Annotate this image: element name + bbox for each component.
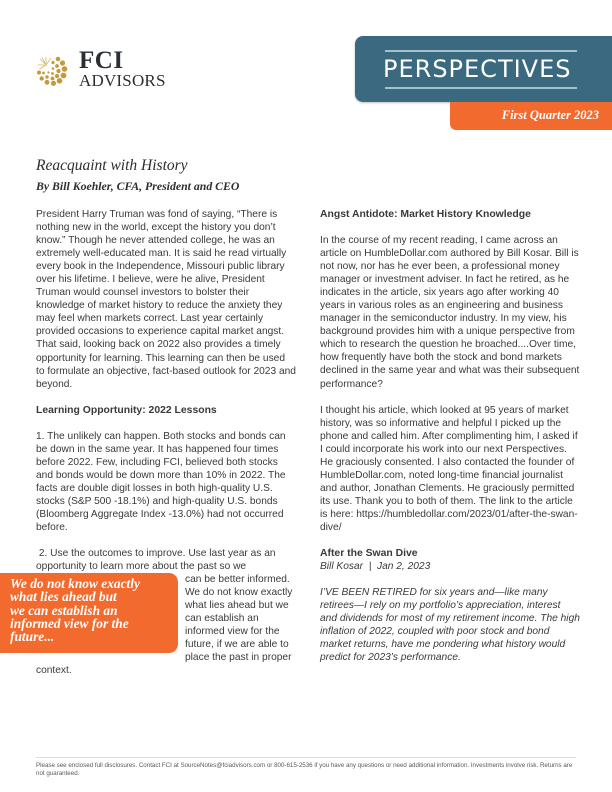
lesson-2-rest: can be better informed. We do not know exactly what lies ahead but we can establish an informed view for the future, if we are able to place the past in proper context.	[36, 574, 293, 677]
footer-divider	[36, 757, 576, 758]
article-title: Reacquaint with History	[36, 157, 188, 174]
section-heading-antidote: Angst Antidote: Market History Knowledge	[320, 209, 531, 220]
right-paragraph-2: I thought his article, which looked at 95 years of market history, was so informative and helpful I picked up the phone and called him. After complimenting him, I asked if I could incorporate his work into our next Perspectives. He graciously consented. I also contacted the founder of HumbleDollar.com, noted long-time financial journalist and author, Jonathan Clements. He graciously permitted its use. Thank you to both of them. The link to the article is here: https://humbledollar.com/2023/01/after-the-swan-dive/	[320, 404, 578, 533]
publication-title: PERSPECTIVES	[383, 55, 572, 83]
logo-fci-text: FCI	[79, 47, 124, 74]
pull-quote-line: what lies ahead but	[10, 589, 117, 605]
fci-advisors-logo	[36, 47, 166, 90]
intro-paragraph: President Harry Truman was fond of saying, “There is nothing new in the world, except the history you don’t know.” Though he never attended college, he was an extremely well-educated man. It is said he read virtually every book in the Independence, Missouri public library over his lifetime. I believe, were he alive, President Truman would counsel investors to bolster their knowledge of market history to reduce the anxiety they may feel when markets correct. Last year certainly provided occasions to experience capital market angst. That said, looking back on 2022 also provides a timely opportunity for learning. This learning can then be used to formulate an objective, fact-based outlook for 2023 and beyond.	[36, 209, 296, 390]
article-byline: By Bill Koehler, CFA, President and CEO	[36, 179, 240, 193]
logo-advisors-text: ADVISORS	[79, 71, 166, 90]
banner-rule-top	[385, 50, 577, 52]
pull-quote-line: we can establish an	[10, 602, 118, 618]
quoted-post-title: After the Swan Dive	[320, 548, 418, 560]
logo-wordmark	[79, 47, 166, 90]
issue-strip	[450, 102, 612, 130]
globe-dots-icon	[36, 54, 68, 86]
right-paragraph-1: In the course of my recent reading, I came across an article on HumbleDollar.com authored by Bill Kosar. Bill is not now, nor has he ever been, a professional money manager or investment adviser. In fact he retired, as he indicates in the article, six years ago after working 40 years in various roles as an engineering and business manager in the semiconductor industry. In my view, his background provides him with a unique perspective from which to research the question he broached....Over time, how frequently have both the stock and bond markets declined in the same year and what was their subsequent performance?	[320, 235, 580, 390]
issue-label: First Quarter 2023	[501, 108, 599, 122]
lesson-2-lead: 2. Use the outcomes to improve. Use last year as an opportunity to learn more about the past so we	[36, 548, 279, 573]
quoted-post-excerpt: I’VE BEEN RETIRED for six years and—like many retirees—I rely on my portfolio’s appreciation, interest and dividends for most of my retirement income. The high inflation of 2022, coupled with poor stock and bond market returns, have me pondering what history would predict for 2023’s performance.	[320, 587, 580, 664]
left-column	[10, 208, 296, 691]
pull-quote	[0, 573, 178, 653]
lesson-1-paragraph: 1. The unlikely can happen. Both stocks and bonds can be down in the same year. It has happened four times before 2022. Few, including FCI, believed both stocks and bonds would be down more than 10% in 2022. The facts are double digit losses in both high-quality U.S. stocks (S&P 500 -18.1%) and high-quality U.S. bonds (Bloomberg Aggregate Index -13.0%) had not occurred before.	[36, 430, 286, 533]
banner-rule-bottom	[385, 87, 577, 89]
footer-disclosure: Please see enclosed full disclosures. Contact FCI at SourceNotes@fciadvisors.com or 800-615-2536 if you have any questions or need additional information. Investments involve risk. Returns are not guaranteed.	[36, 762, 573, 778]
section-heading-lessons: Learning Opportunity: 2022 Lessons	[36, 404, 217, 416]
pull-quote-line: informed view for the	[10, 616, 129, 632]
quoted-post-meta: Bill Kosar | Jan 2, 2023	[320, 561, 431, 573]
pull-quote-line: We do not know exactly	[10, 576, 140, 592]
lesson-2-paragraph	[10, 547, 296, 690]
right-column	[320, 208, 580, 677]
pull-quote-line: future...	[10, 629, 55, 645]
perspectives-banner	[355, 36, 612, 102]
